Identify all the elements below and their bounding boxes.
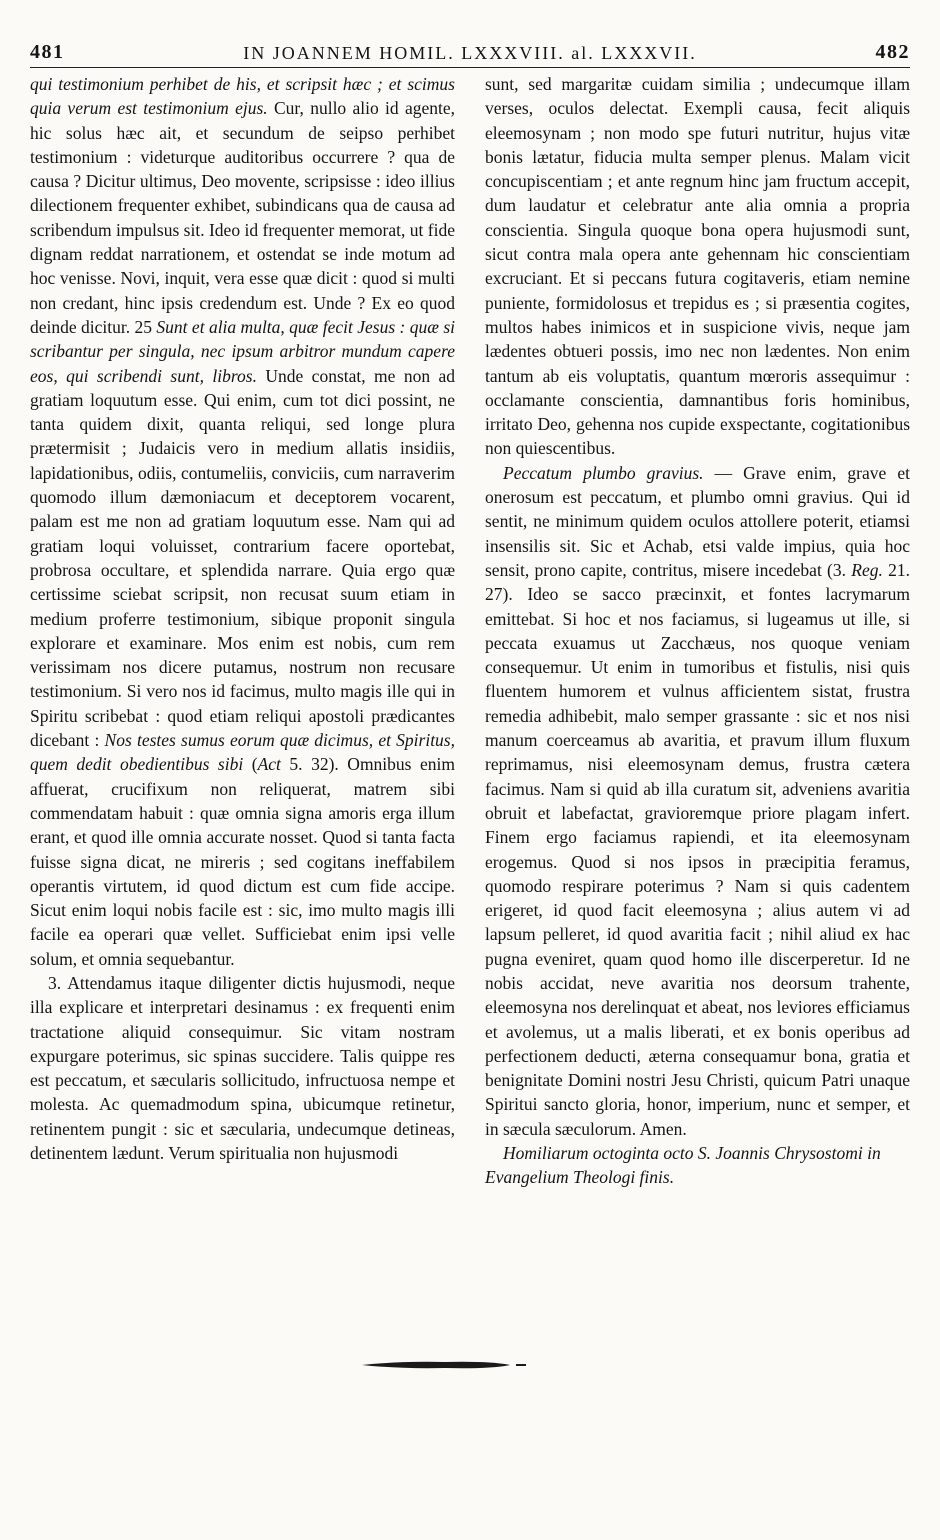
paragraph	[485, 461, 910, 1141]
paragraph: 3. Attendamus itaque diligenter dictis hujusmodi, neque illa explicare et interpretari desinamus : ex frequenti enim tractatione aliquid consequimur. Sic vitam nostram expurgare poterimus, sic spinas succidere. Talis quippe res est peccatum, et sæcularis sollicitudo, infructuosa nempe et molesta. Ac quemadmodum spina, ubicumque retinetur, retinentem pungit : sic et sæcularia, undecumque detineas, detinentem lædunt. Verum spiritualia non hujusmodi	[30, 972, 455, 1164]
left-column	[30, 72, 455, 1165]
end-ornament-icon	[360, 1358, 530, 1372]
left-page-number: 481	[30, 41, 65, 63]
citation: Reg.	[851, 559, 883, 580]
scripture-quote: Nos testes sumus eorum quæ dicimus, et Spiritus, quem dedit obedientibus sibi	[30, 730, 455, 775]
right-page-number: 482	[875, 41, 910, 63]
running-header	[30, 30, 910, 68]
text-run: — Grave enim, grave et onerosum est peccatum, et plumbo omni gravius. Qui id sentit, ne minimum quidem oculos attollere poterit, etiamsi insensilis sit. Sic et Achab, etsi valde impius, quia hoc sensit, prono capite, contritus, misere incedebat (3.	[485, 462, 910, 580]
paragraph: sunt, sed margaritæ cuidam similia ; undecumque illam verses, oculos delectat. Exempli causa, fecit aliquis eleemosynam ; non modo spe futuri nutritur, hujus vitæ bonis lætatur, fiducia multa semper plenus. Malam vicit concupiscentiam ; et ante regnum hinc jam fructum accepit, dum laudatur et celebratur ante alia omnia a propria conscientia. Singula quoque bona opera hujusmodi sunt, sicut contra mala opera ante gehennam hic conscientiam excruciant. Et si peccans futura cogitaveris, etiam nemine puniente, formidolosus et trepidus es ; si præsentia cogites, multos habes inimicos et in suspicione vivis, neque jam lædentes obtueri possis, imo nec non lædentes. Non enim tantum ab eis voluptatis, quantum mœroris assequimur : occlamante conscientia, damnantibus foris hominibus, irritato Deo, gehenna nos cupide exspectante, cogitationibus non quiescentibus.	[485, 74, 910, 459]
text-run: 21. 27). Ideo se sacco præcinxit, et fontes lacrymarum emittebat. Si hoc et nos faciamus, si lugeamus ut ille, si peccata exuamus ut Zacchæus, nos quoque veniam consequemur. Ut enim in tumoribus et fistulis, nisi quis fluentem humorem et vulnus afficientem sistat, frustra remedia adhibebit, malo semper grassante : sic et nos nisi manum coerceamus ab avaritia, et pravum illum fluxum reprimamus, nisi eleemosynam demus, frustra cætera facimus. Nam si quid ab illa curatum sit, adveniens avaritia obruit et labefactat, gravioremque priore plagam infert. Finem ergo faciamus rapiendi, et ita eleemosynam erogemus. Quod si nos ipsos in præcipitia feramus, quomodo respirare poterimus ? Nam si quis cadentem erigeret, id quod facit eleemosyna ; alius autem vi ad lapsum pelleret, id quod avaritia facit ; nihil aliud ex hac pugna eveniret, quam quod homo ille discerperetur. Id ne nobis accidat, neve avaritia nos deorsum trahente, eleemosyna nos derelinquat et abeat, nos leviores efficiamus et avolemus, ut a malis liberati, et ex bonis operibus ad perfectionem deducti, æterna consequamur bona, gratia et benignitate Domini nostri Jesu Christi, quicum Patri unaque Spiritui sancto gloria, honor, imperium, nunc et semper, et in sæcula sæculorum. Amen.	[485, 559, 911, 1139]
paragraph	[30, 72, 455, 971]
citation: Act	[257, 754, 281, 775]
text-run: Unde constat, me non ad gratiam loquutum esse. Qui enim, cum tot dici possint, ne tanta quidem dixit, quanta reliqui, sed longe plura prætermisit ; Judaicis vero in medium allatis insidiis, lapidationibus, odiis, contumeliis, conviciis, cum narraverim quomodo illum dæmoniacum et deceptorem vocarent, palam est me non ad gratiam loquutum esse. Nam qui ad gratiam loqui voluisset, contrarium facere oportebat, probrosa occultare, et splendida narrare. Quia ergo quæ certissime sciebat scripsit, non recusat suum etiam in medium proferre testimonium, sibique proponit singula explorare et examinare. Mos enim est nobis, cum rem verissimam nos dicere putamus, nostrum non recusare testimonium. Si vero nos id facimus, multo magis ille qui in Spiritu scribebat : quod etiam reliqui apostoli prædicantes dicebant :	[30, 365, 455, 751]
scripture-quote: qui testimonium perhibet de his, et scripsit hæc ; et scimus quia verum est testimonium ejus.	[30, 74, 455, 119]
section-heading: Peccatum plumbo gravius.	[503, 462, 704, 483]
text-run: 5. 32). Omnibus enim affuerat, crucifixum non reliquerat, matrem sibi commendatam habuit : quæ omnia signa amoris erga illum erant, et quod ille omnia accurate nosset. Quod si tanta facta fuisse signa dicat, ne mireris ; sed cogitans ineffabilem operantis virtutem, id quod dictum est cum fide accipe. Sicut enim loqui nobis facile est : sic, imo multo magis illi facile ea operari quæ vellet. Sufficiebat enim ipsi velle solum, et omnia sequebantur.	[30, 754, 455, 969]
right-column	[485, 72, 910, 1190]
scripture-quote: Sunt et alia multa, quæ fecit Jesus : quæ si scribantur per singula, nec ipsum arbitror mundum capere eos, qui scribendi sunt, libros.	[30, 316, 455, 386]
text-run: (	[243, 754, 258, 775]
verse-number: 25	[134, 316, 153, 337]
text-run: Cur, nullo alio id agente, hic solus hæc ait, et secundum de seipso perhibet testimonium : videturque auditoribus occurrere ? qua de causa ? Dicitur ultimus, Deo movente, scripsisse : ideo illius dilectionem frequenter exhibet, subindicans qua de causa ad scribendum impulsus sit. Ideo id frequenter memorat, ut fide dignam reddat narrationem, et ostendat se inde motum ad hoc venisse. Novi, inquit, vera esse quæ dicit : quod si multi non credant, hinc ipsis credendum est. Unde ? Ex eo quod deinde dicitur.	[30, 98, 456, 337]
running-title: IN JOANNEM HOMIL. LXXXVIII. al. LXXXVII.	[243, 43, 697, 63]
closing-line: Homiliarum octoginta octo S. Joannis Chrysostomi in Evangelium Theologi finis.	[485, 1143, 881, 1188]
